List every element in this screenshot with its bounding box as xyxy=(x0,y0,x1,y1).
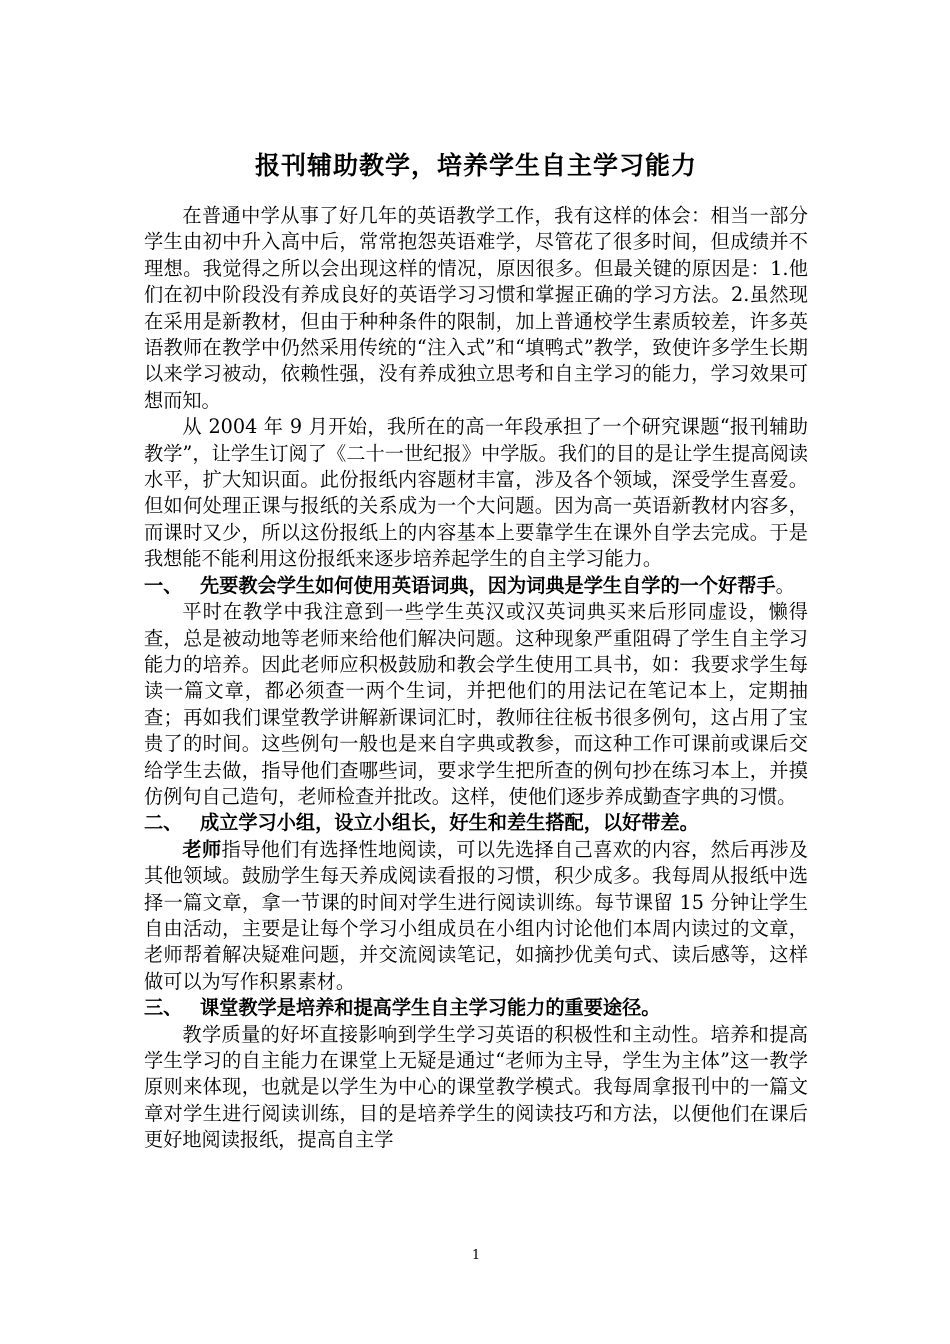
intro-paragraph-1: 在普通中学从事了好几年的英语教学工作，我有这样的体会：相当一部分学生由初中升入高中后，常常抱怨英语难学，尽管花了很多时间，但成绩并不理想。我觉得之所以会出现这样的情况，原因很多。但最关键的原因是：1.他们在初中阶段没有养成良好的英语学习习惯和掌握正确的学习方法。2.虽然现在采用是新教材，但由于种种条件的限制，加上普通校学生素质较差，许多英语教师在教学中仍然采用传统的“注入式”和“填鸭式”教学，致使许多学生长期以来学习被动，依赖性强，没有养成独立思考和自主学习的能力，学习效果可想而知。 xyxy=(144,204,808,412)
section-3-paragraph: 教学质量的好坏直接影响到学生学习英语的积极性和主动性。培养和提高学生学习的自主能力在课堂上无疑是通过“老师为主导，学生为主体”这一教学原则来体现，也就是以学生为中心的课堂教学模式。我每周拿报刊中的一篇文章对学生进行阅读训练，目的是培养学生的阅读技巧和方法，以便他们在课后更好地阅读报纸，提高自主学 xyxy=(144,1022,808,1152)
intro-paragraph-2: 从 2004 年 9 月开始，我所在的高一年段承担了一个研究课题“报刊辅助教学”，让学生订阅了《二十一世纪报》中学版。我们的目的是让学生提高阅读水平，扩大知识面。此份报纸内容题材丰富，涉及各个领域，深受学生喜爱。但如何处理正课与报纸的关系成为一个大问题。因为高一英语新教材内容多，而课时又少，所以这份报纸上的内容基本上要靠学生在课外自学去完成。于是我想能不能利用这份报纸来逐步培养起学生的自主学习能力。 xyxy=(144,415,808,571)
section-2-heading-text: 成立学习小组，设立小组长，好生和差生搭配，以好带差。 xyxy=(200,811,699,835)
section-3-heading-text: 课堂教学是培养和提高学生自主学习能力的重要途径。 xyxy=(200,996,661,1020)
section-2-heading xyxy=(144,810,808,836)
section-1-paragraph: 平时在教学中我注意到一些学生英汉或汉英词典买来后形同虚设，懒得查，总是被动地等老师来给他们解决问题。这种现象严重阻碍了学生自主学习能力的培养。因此老师应积极鼓励和教会学生使用工具书，如：我要求学生每读一篇文章，都必须查一两个生词，并把他们的用法记在笔记本上，定期抽查；再如我们课堂教学讲解新课词汇时，教师往往板书很多例句，这占用了宝贵了的时间。这些例句一般也是来自字典或教参，而这种工作可课前或课后交给学生去做，指导他们查哪些词，要求学生把所查的例句抄在练习本上，并摸仿例句自己造句，老师检查并批改。这样，使他们逐步养成勤查字典的习惯。 xyxy=(144,600,808,808)
section-1-heading xyxy=(144,573,808,599)
section-3-heading xyxy=(144,995,808,1021)
document-title: 报刊辅助教学，培养学生自主学习能力 xyxy=(254,150,697,180)
section-1-heading-text: 先要教会学生如何使用英语词典，因为词典是学生自学的一个好帮手 xyxy=(200,573,776,597)
section-2-paragraph xyxy=(144,837,808,995)
section-1-number: 一、 xyxy=(144,573,183,597)
page-number: 1 xyxy=(471,1248,481,1263)
document-page xyxy=(144,0,808,1344)
document-body xyxy=(144,203,808,1154)
section-3-number: 三、 xyxy=(144,996,183,1020)
section-2-number: 二、 xyxy=(144,811,183,835)
section-2-paragraph-bold-start: 老师 xyxy=(182,837,222,861)
section-1-heading-text-wrap xyxy=(200,573,808,599)
section-1-heading-end: 。 xyxy=(775,573,795,597)
section-2-paragraph-rest: 指导他们有选择性地阅读，可以先选择自己喜欢的内容，然后再涉及其他领域。鼓励学生每天养成阅读看报的习惯，积少成多。我每周从报纸中选择一篇文章，拿一节课的时间对学生进行阅读训练。每节课留 15 分钟让学生自由活动，主要是让每个学习小组成员在小组内讨论他们本周内读过的文章，老师帮着解决疑难问题，并交流阅读笔记，如摘抄优美句式、读后感等，这样做可以为写作积累素材。 xyxy=(144,837,808,993)
